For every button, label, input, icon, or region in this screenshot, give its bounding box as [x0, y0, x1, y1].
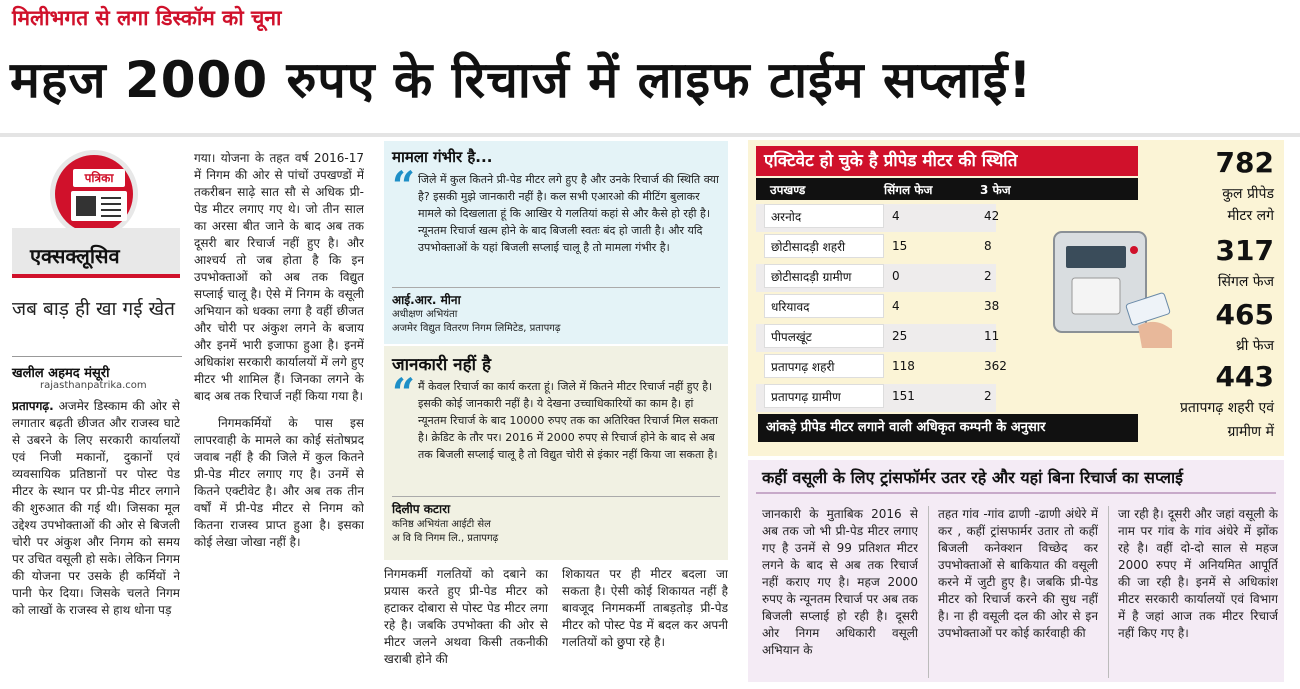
quote-box-b-title: जानकारी नहीं है — [392, 355, 491, 375]
recovery-title-rule — [756, 492, 1276, 494]
article-col1 — [12, 398, 180, 684]
quote-box-a-name: आई.आर. मीना — [392, 293, 461, 307]
stat-three-label: थ्री फेज — [1235, 338, 1274, 354]
quote-box-a-org: अजमेर विद्युत वितरण निगम लिमिटेड, प्रतापगढ़ — [392, 323, 561, 334]
cell-single: 4 — [892, 209, 900, 223]
recovery-col3: जा रही है। दूसरी और जहां वसूली के नाम पर गांव के गांव अंधेरे में झोंक रहे है। वहीं दो-दो साल से महज 2000 रुपए में अनियमित आपूर्ति की जा रही है। इनमें से अधिकांश मीटर सरकारी कार्यालयों एवं विभाग में है जहां आज तक मीटर रिचार्ज नहीं किए गए है। — [1118, 507, 1278, 640]
cell-subdivision: छोटीसादड़ी शहरी — [764, 234, 884, 258]
recovery-title: कहीं वसूली के लिए ट्रांसफॉर्मर उतर रहे और यहां बिना रिचार्ज का सप्लाई — [762, 468, 1184, 487]
quote-box-b-separator — [392, 496, 720, 497]
site-url: rajasthanpatrika.com — [40, 380, 147, 391]
cell-single: 4 — [892, 299, 900, 313]
cell-subdivision: पीपलखूंट — [764, 324, 884, 348]
cell-three: 2 — [984, 389, 992, 403]
table-title: एक्टिवेट हो चुके है प्रीपेड मीटर की स्थिति — [756, 146, 1138, 176]
stat-total-number: 782 — [1215, 146, 1274, 179]
cell-subdivision: छोटीसादड़ी ग्रामीण — [764, 264, 884, 288]
cell-three: 2 — [984, 269, 992, 283]
cell-subdivision: प्रतापगढ़ शहरी — [764, 354, 884, 378]
quote-box-a-text: जिले में कुल कितने प्री-पेड मीटर लगे हुए है और उनके रिचार्ज की स्थिति क्या है? इसकी मुझे जानकारी नहीं है। कल सभी एआरओ की मीटिंग बुलाकर मामले को दिखलाता हूं कि आखिर ये गलतियां कहां से और कैसे हो रही है। न्यूनतम रिचार्ज खत्म होने के बाद बिजली स्वतः बंद हो जाती है। और यदि उपभोक्ताओं के यहां बिजली सप्लाई चालू है तो मामला गंभीर है। — [418, 173, 719, 254]
logo-tab: पत्रिका — [73, 169, 125, 187]
kicker: मिलीभगत से लगा डिस्कॉम को चूना — [12, 6, 282, 30]
cell-subdivision: अरनोद — [764, 204, 884, 228]
quote-box-b-text: मैं केवल रिचार्ज का कार्य करता हूं। जिले में कितने मीटर रिचार्ज नहीं हुए है। इसकी कोई जानकारी नहीं है। ये देखना उच्चाधिकारियों का काम है। हां न्यूनतम रिचार्ज के बाद 10000 रुपए तक का अतिरिक्त रिचार्ज मिल सकता है। क्रेडिट के तौर पर। 2016 में 2000 रुपए से रिचार्ज होने के बाद से अब तक बिजली सप्लाई चालू है तो विद्युत चोरी से इंकार नहीं किया जा सकता है। — [418, 380, 718, 461]
table-header — [756, 178, 1138, 200]
cell-three: 8 — [984, 239, 992, 253]
header-divider — [0, 133, 1300, 137]
stat-pratapgarh-number: 443 — [1215, 360, 1274, 393]
byline: खलील अहमद मंसूरी — [12, 356, 182, 381]
cell-three: 11 — [984, 329, 1000, 343]
cell-single: 25 — [892, 329, 908, 343]
quote-box-a — [384, 141, 728, 344]
article-col3: निगमकर्मी गलतियों को दबाने का प्रयास करते हुए प्री-पेड मीटर को हटाकर दोबारा से पोस्ट पेड मीटर लगा रहे है। जबकि उपभोक्ता की ओर से मीटर जलने अथवा किसी तकनीकी खराबी होने की — [384, 567, 548, 666]
quote-icon: “ — [392, 370, 416, 417]
table-row — [756, 384, 1138, 412]
cell-subdivision: प्रतापगढ़ ग्रामीण — [764, 384, 884, 408]
article-col4: शिकायत पर ही मीटर बदला जा सकता है। ऐसी कोई शिकायत नहीं है बावजूद निगमकर्मी ताबड़तोड़ प्री-पेड मीटर को पोस्ट पेड में बदल कर अपनी गलतियों को छुपा रहे है। — [562, 567, 728, 649]
header-single-phase: सिंगल फेज — [884, 183, 933, 197]
col2-para2: निगमकर्मियों के पास इस लापरवाही के मामले का कोई संतोषप्रद जवाब नहीं है की जिले में कुल कितने प्री-पेड मीटर लगाए गए है। उनमें से कितने एक्टीवेट है। और अब तक तीन वर्षों में प्री-पेड मीटर से निगम को कितना राजस्व प्राप्त हुआ है। इसका कोई लेखा जोखा नहीं है। — [194, 416, 364, 549]
quote-box-b-org: अ वि वि निगम लि., प्रतापगढ़ — [392, 533, 499, 544]
header-three-phase: 3 फेज — [980, 183, 1011, 197]
headline: महज 2000 रुपए के रिचार्ज में लाइफ टाईम सप्लाई! — [10, 51, 1033, 109]
table-footer: आंकड़े प्रीपेड मीटर लगाने वाली अधिकृत कम्पनी के अनुसार — [758, 414, 1138, 442]
cell-subdivision: धरियावद — [764, 294, 884, 318]
stat-single-number: 317 — [1215, 234, 1274, 267]
table-row — [756, 354, 1138, 382]
column-divider — [1108, 506, 1109, 678]
recovery-col2: तहत गांव -गांव ढाणी -ढाणी अंधेरे में कर , कहीं ट्रांसफार्मर उतार तो कहीं बिजली कनेक्शन विच्छेद कर उपभोक्ताओं से बाकियात की वसूली करने में जुटी हुए है। जबकि प्री-पेड मीटर को रिचार्ज करने की सुध नहीं है। ना ही वसूली दल की ओर से इन उपभोक्ताओं पर कोई कार्रवाही की — [938, 507, 1098, 640]
quote-box-b-desig: कनिष्ठ अभियंता आईटी सेल — [392, 519, 491, 530]
cell-three: 42 — [984, 209, 1000, 223]
stat-total-label2: मीटर लगे — [1227, 208, 1274, 224]
stat-three-number: 465 — [1215, 298, 1274, 331]
cell-single: 118 — [892, 359, 915, 373]
newspaper-icon — [71, 191, 127, 221]
cell-single: 15 — [892, 239, 908, 253]
quote-box-b-name: दिलीप कटारा — [392, 502, 451, 516]
dateline: प्रतापगढ़. — [12, 399, 54, 413]
stat-pratapgarh-label: प्रतापगढ़ शहरी एवं — [1179, 400, 1274, 416]
quote-box-b — [384, 346, 728, 560]
meter-keypad — [1072, 278, 1120, 314]
article-col2 — [194, 150, 364, 685]
col1-text: अजमेर डिस्काम की ओर से लगातार बढ़ती छीजत और राजस्व घाटे से उबरने के लिए सरकारी कार्यालयों एवं निजी मकानों, दुकानों एवं व्यवसायिक प्रतिष्ठानों पर पोस्ट पेड मीटर के स्थान पर प्री-पेड मीटर लगाने की शुरुआत की गई थी। जिसका मूल उद्देश्य उपभोक्ताओं की ओर से बिजली चोरी पर अंकुश और निगम को समय पर उचित वसूली हो सके। लेकिन निगम की योजना पर उसके ही कर्मियों ने पानी फेर दिया। जिसके चलते निगम को लाखों के राजस्व से हाथ धोना पड़ — [12, 399, 180, 617]
cell-single: 0 — [892, 269, 900, 283]
cell-single: 151 — [892, 389, 915, 403]
col2-para1: गया। योजना के तहत वर्ष 2016-17 में निगम की ओर से पांचों उपखण्डों में तकरीबन साढ़े सात सौ से अधिक प्री-पेड मीटर लगाए गए थे। जो तीन साल का अरसा बीत जाने के बाद अब तक दूसरी बार रिचार्ज नहीं हुए है। और आश्चर्य तो जब होता है कि इन उपभोक्ताओं को अब तक विद्युत सप्लाई चालू है। ऐसे में निगम के वसूली अभियान को धक्का लगा है वहीं छीजत और चोरी पर अंकुश लगने के बजाय और इनमें भारी इजाफा हुआ है। इनमें अधिकांश सरकारी कार्यालयों में लगे हुए मीटर भी शामिल हैं। जिनका लगने के बाद अब तक रिचार्ज नहीं किया गया है। — [194, 151, 364, 403]
cell-three: 362 — [984, 359, 1007, 373]
recovery-col1: जानकारी के मुताबिक 2016 से अब तक जो भी प्री-पेड मीटर लगाए गए है उनमें से 99 प्रतिशत मीटर लगने के बाद से अब तक रिचार्ज नहीं कराए गए है। महज 2000 रुपए के न्यूनतम रिचार्ज पर अब तक बिजली सप्लाई हो रही है। दूसरी ओर निगम अधिकारी वसूली अभियान के — [762, 507, 918, 657]
cell-three: 38 — [984, 299, 1000, 313]
exclusive-label: एक्सक्लूसिव — [30, 244, 120, 268]
stat-pratapgarh-label2: ग्रामीण में — [1227, 424, 1274, 440]
quote-box-a-desig: अधीक्षण अभियंता — [392, 309, 458, 320]
subhead: जब बाड़ ही खा गई खेत — [12, 298, 175, 320]
quote-box-a-separator — [392, 287, 720, 288]
quote-icon: “ — [392, 163, 416, 210]
header-subdivision: उपखण्ड — [770, 183, 806, 197]
column-divider — [928, 506, 929, 678]
stat-single-label: सिंगल फेज — [1217, 274, 1274, 290]
meter-screen — [1066, 246, 1126, 268]
stat-total-label: कुल प्रीपेड — [1222, 186, 1274, 202]
meter-led — [1130, 246, 1138, 254]
patrika-logo — [50, 150, 138, 238]
quote-box-a-title: मामला गंभीर है... — [392, 148, 493, 166]
